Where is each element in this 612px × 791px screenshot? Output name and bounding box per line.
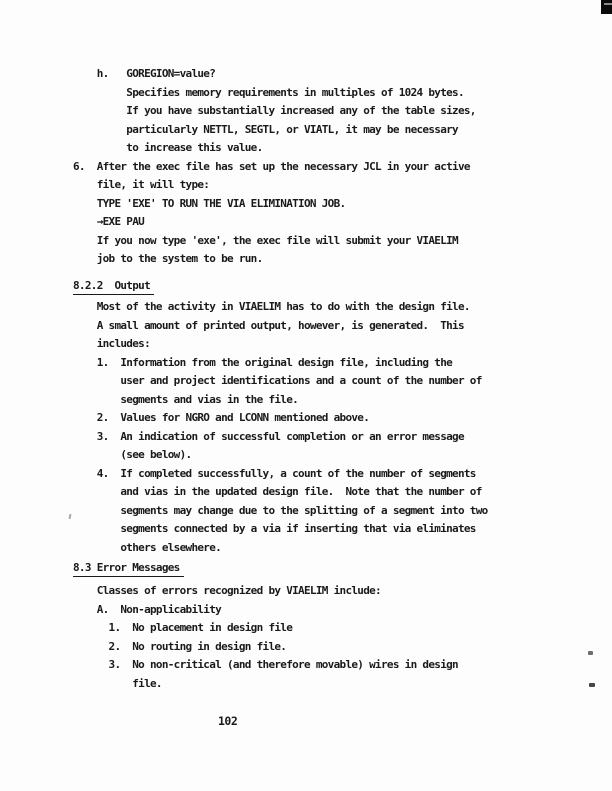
scan-artifact-speck xyxy=(69,514,72,519)
text-line: segments may change due to the splitting of a segment into two xyxy=(73,503,488,517)
text-line: particularly NETTL, SEGTL, or VIATL, it may be necessary xyxy=(73,122,458,136)
section-error-messages-body-block xyxy=(73,582,458,693)
text-line: segments connected by a via if inserting that via eliminates xyxy=(73,522,476,535)
text-line: job to the system to be run. xyxy=(73,252,263,265)
text-line: others elsewhere. xyxy=(73,540,222,554)
text-line: file. xyxy=(73,676,162,690)
text-line: TYPE 'EXE' TO RUN THE VIA ELIMINATION JOB. xyxy=(73,196,346,210)
text-line: and vias in the updated design file. Note that the number of xyxy=(73,485,482,498)
list-item-line: A. Non-applicability xyxy=(73,602,222,616)
text-line: Classes of errors recognized by VIAELIM include: xyxy=(73,584,381,597)
text-line: Specifies memory requirements in multiples of 1024 bytes. xyxy=(73,85,464,99)
text-line: Most of the activity in VIAELIM has to do with the design file. xyxy=(73,300,470,313)
section-heading-text: 8.3 Error Messages xyxy=(73,560,184,577)
text-line: user and project identifications and a count of the number of xyxy=(73,374,482,387)
text-line: includes: xyxy=(73,337,150,350)
text-line: h. GOREGION=value? xyxy=(73,67,216,80)
list-item-line: 1. No placement in design file xyxy=(73,621,293,634)
section-heading-8-2-2-output xyxy=(73,274,154,293)
scan-artifact-corner-line xyxy=(604,3,612,5)
list-item-line: 4. If completed successfully, a count of the number of segments xyxy=(73,466,476,480)
text-line: If you have substantially increased any of the table sizes, xyxy=(73,104,476,117)
section-exec-list-block xyxy=(73,65,476,269)
scan-artifact-corner-block xyxy=(601,0,612,14)
list-item-line: 1. Information from the original design file, including the xyxy=(73,355,453,369)
text-line: 6. After the exec file has set up the necessary JCL in your active xyxy=(73,159,470,173)
page-number: 102 xyxy=(218,714,238,728)
list-item-line: 2. No routing in design file. xyxy=(73,639,287,653)
scan-artifact-dash xyxy=(589,683,595,687)
text-line: If you now type 'exe', the exec file will submit your VIAELIM xyxy=(73,233,458,247)
text-line: file, it will type: xyxy=(73,178,210,191)
scan-artifact-dash xyxy=(588,651,593,655)
list-item-line: 2. Values for NGRO and LCONN mentioned above. xyxy=(73,411,370,424)
section-output-body-block xyxy=(73,298,488,557)
text-line: to increase this value. xyxy=(73,141,263,154)
terminal-prompt-line: →EXE PAU xyxy=(73,215,145,228)
section-heading-8-3-error-messages xyxy=(73,556,184,575)
section-heading-text: 8.2.2 Output xyxy=(73,278,154,295)
list-item-line: 3. No non-critical (and therefore movable) wires in design xyxy=(73,658,458,671)
list-item-line: 3. An indication of successful completion or an error message xyxy=(73,429,464,443)
text-line: (see below). xyxy=(73,448,192,461)
text-line: segments and vias in the file. xyxy=(73,392,299,406)
text-line: A small amount of printed output, however, is generated. This xyxy=(73,318,464,332)
